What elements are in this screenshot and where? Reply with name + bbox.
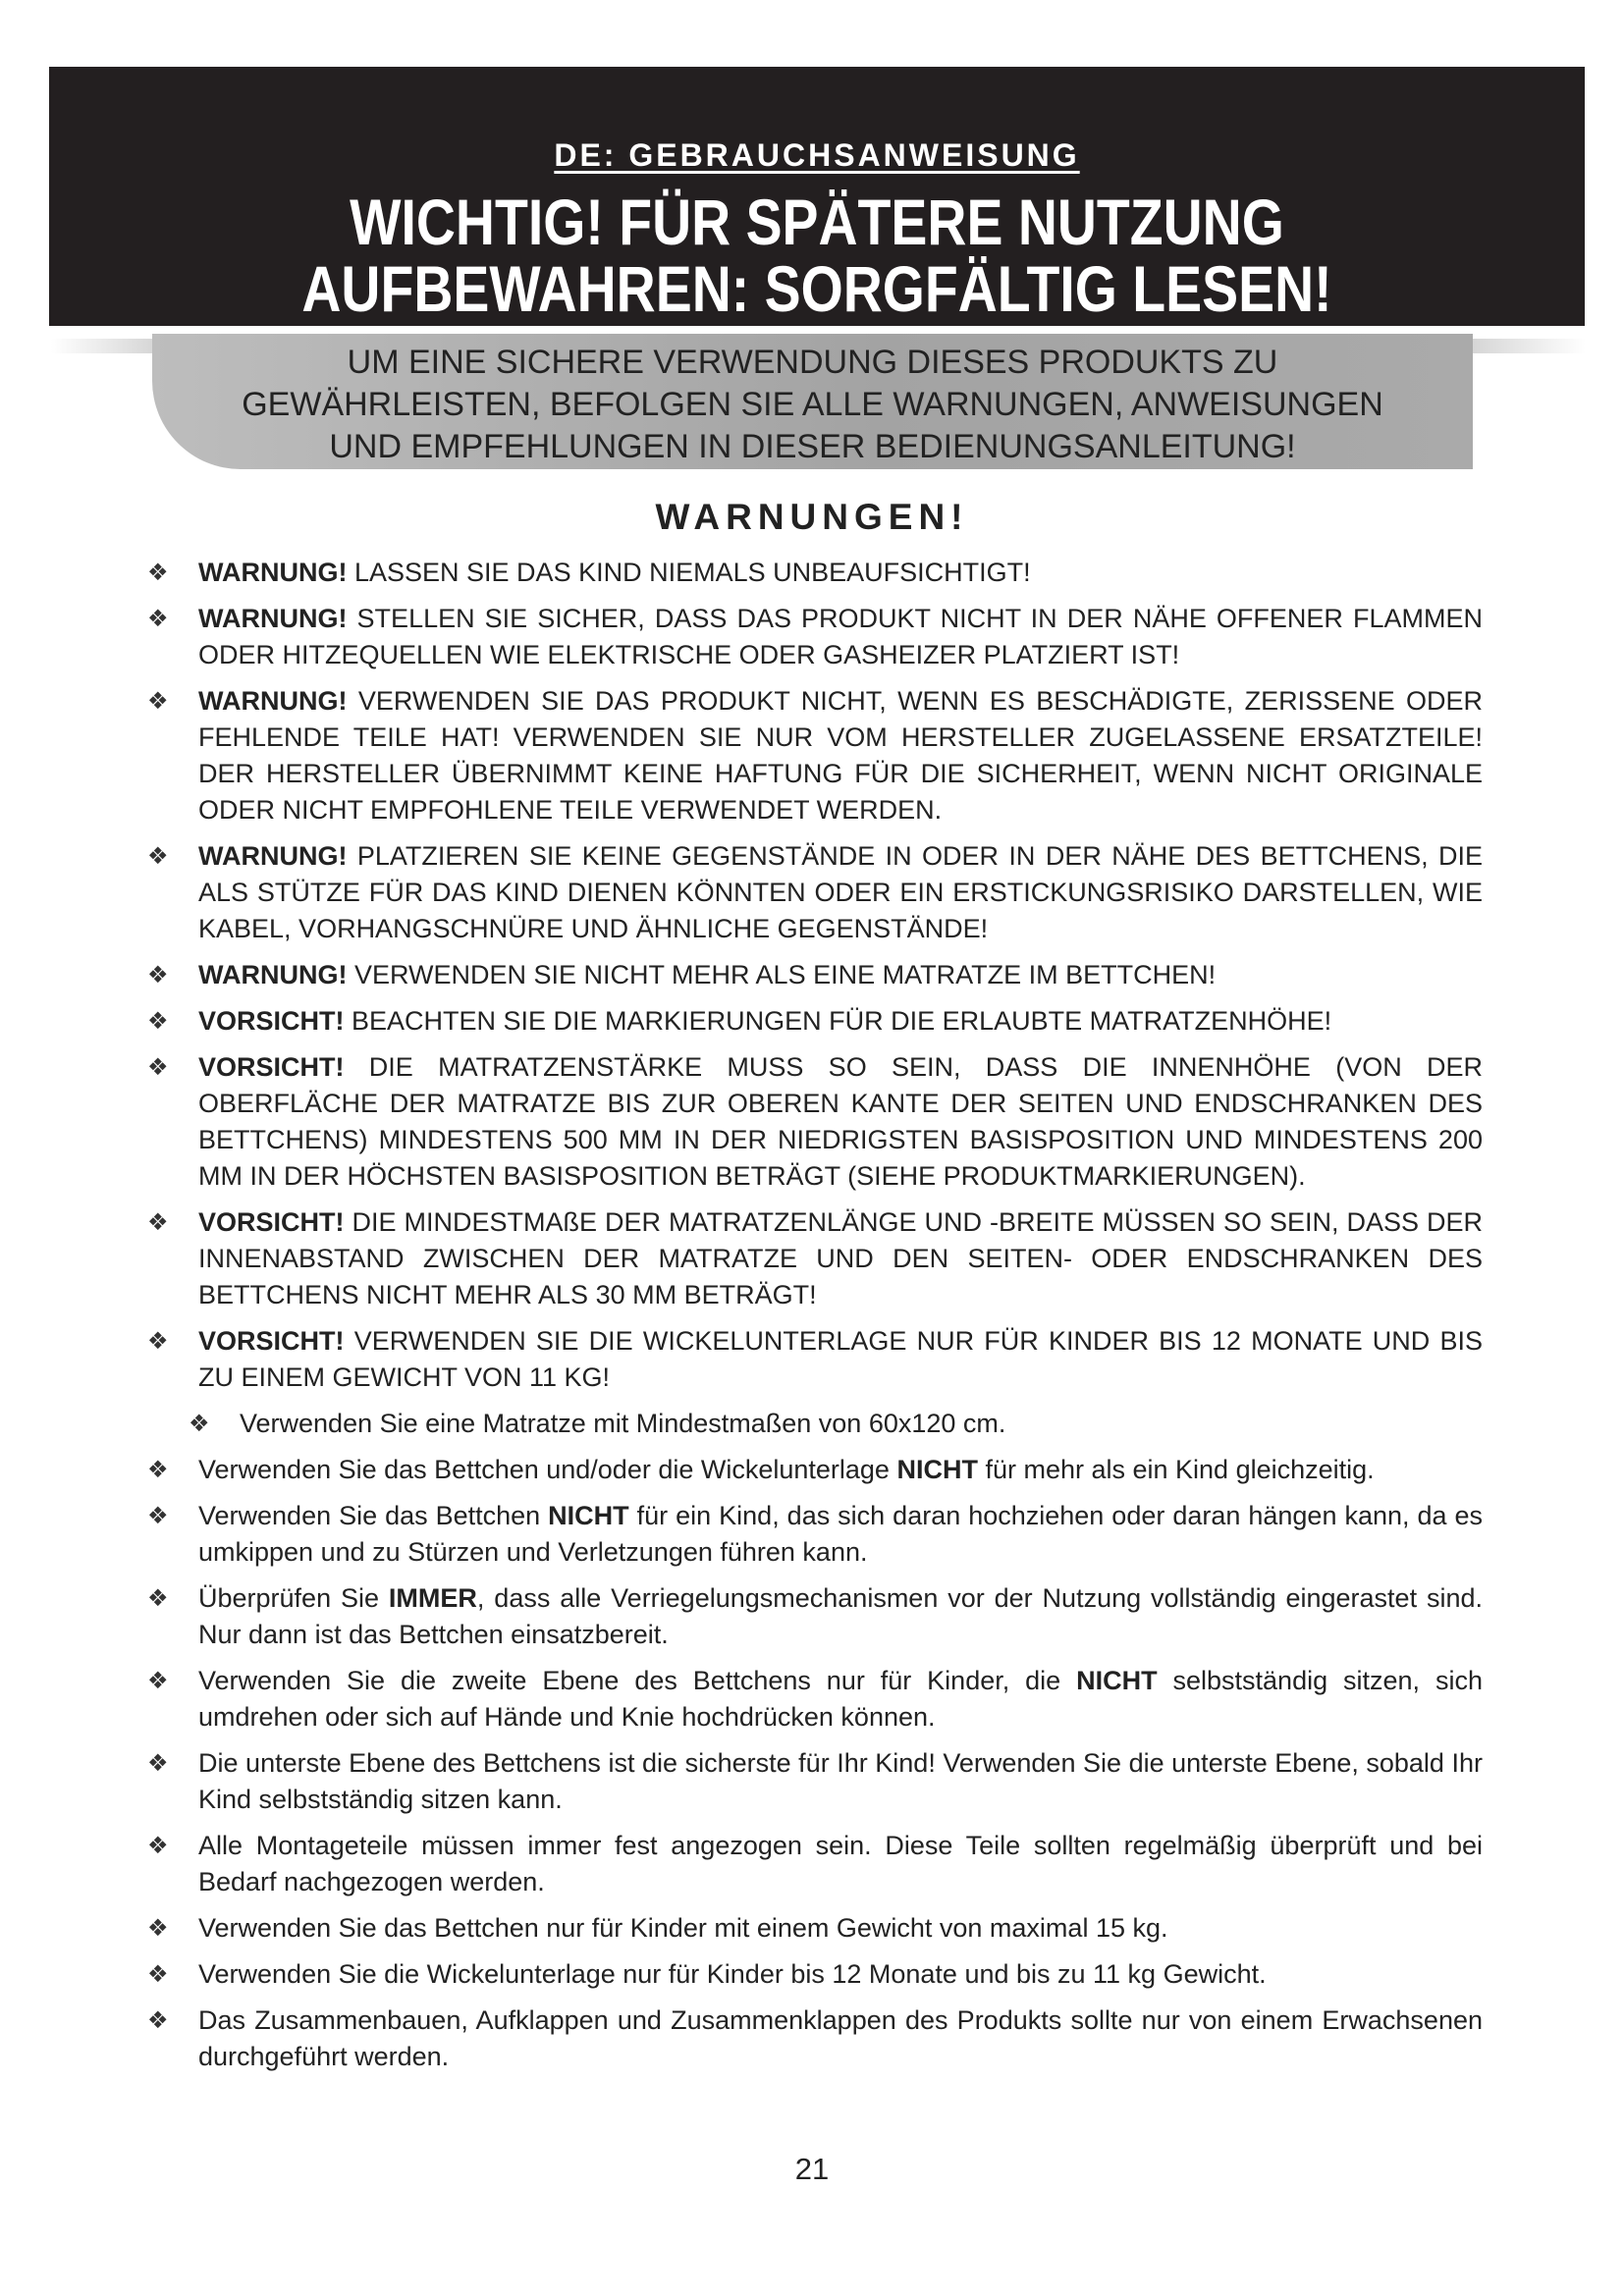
notice-fade-right xyxy=(1473,339,1586,353)
bullet-icon: ❖ xyxy=(189,1411,210,1437)
header-title-line2: AUFBEWAHREN: SORGFÄLTIG LESEN! xyxy=(301,252,1332,325)
list-item xyxy=(147,1663,1483,1735)
list-item xyxy=(147,683,1483,828)
bullet-icon: ❖ xyxy=(147,1915,169,1942)
bullet-icon: ❖ xyxy=(147,1750,169,1777)
item-label: VORSICHT! xyxy=(198,1006,345,1036)
list-item xyxy=(147,1406,1483,1442)
header-title xyxy=(172,186,1462,325)
item-label: WARNUNG! xyxy=(198,841,348,871)
item-label: VORSICHT! xyxy=(198,1052,345,1082)
item-text: Das Zusammenbauen, Aufklappen und Zusammenklappen des Produkts sollte nur von einem Erwachsenen durchgeführt werden. xyxy=(198,2005,1483,2071)
list-item xyxy=(147,1910,1483,1947)
item-emphasis: NICHT xyxy=(548,1501,629,1530)
item-text: DIE MATRATZENSTÄRKE MUSS SO SEIN, DASS DIE INNENHÖHE (VON DER OBERFLÄCHE DER MATRATZE BIS ZUR OBEREN KANTE DER SEITEN UND ENDSCHRANKEN DES BETTCHENS) MINDESTENS 500 MM IN DER NIEDRIGSTEN BASISPOSITION UND MINDESTENS 200 MM IN DER HÖCHSTEN BASISPOSITION BETRÄGT (SIEHE PRODUKTMARKIERUNGEN). xyxy=(198,1052,1483,1191)
item-text: STELLEN SIE SICHER, DASS DAS PRODUKT NICHT IN DER NÄHE OFFENER FLAMMEN ODER HITZEQUELLEN WIE ELEKTRISCHE ODER GASHEIZER PLATZIERT IST! xyxy=(198,604,1483,669)
page-number: 21 xyxy=(794,2152,830,2186)
bullet-icon: ❖ xyxy=(147,560,169,586)
item-text: Alle Montageteile müssen immer fest angezogen sein. Diese Teile sollten regelmäßig überprüft und bei Bedarf nachgezogen werden. xyxy=(198,1831,1483,1896)
item-label: VORSICHT! xyxy=(198,1207,345,1237)
list-item xyxy=(147,1003,1483,1040)
list-item xyxy=(147,1452,1483,1488)
bullet-icon: ❖ xyxy=(147,1457,169,1483)
item-text: Verwenden Sie die zweite Ebene des Bettchens nur für Kinder, die xyxy=(198,1666,1077,1695)
notice-line2: GEWÄHRLEISTEN, BEFOLGEN SIE ALLE WARNUNGEN, ANWEISUNGEN xyxy=(242,386,1383,423)
bullet-icon: ❖ xyxy=(147,1961,169,1988)
bullet-icon: ❖ xyxy=(147,1008,169,1035)
bullet-icon: ❖ xyxy=(147,1503,169,1529)
notice-fade-left xyxy=(51,339,155,353)
item-text: PLATZIEREN SIE KEINE GEGENSTÄNDE IN ODER IN DER NÄHE DES BETTCHENS, DIE ALS STÜTZE FÜR DAS KIND DIENEN KÖNNTEN ODER EIN ERSTICKUNGSRISIKO DARSTELLEN, WIE KABEL, VORHANGSCHNÜRE UND ÄHNLICHE GEGENSTÄNDE! xyxy=(198,841,1483,943)
list-item xyxy=(147,1049,1483,1195)
item-text: BEACHTEN SIE DIE MARKIERUNGEN FÜR DIE ERLAUBTE MATRATZENHÖHE! xyxy=(344,1006,1332,1036)
list-item xyxy=(147,601,1483,673)
list-item xyxy=(147,1956,1483,1993)
safety-notice xyxy=(152,334,1473,469)
item-text: VERWENDEN SIE NICHT MEHR ALS EINE MATRATZE IM BETTCHEN! xyxy=(347,960,1217,989)
warnings-list xyxy=(147,555,1483,2085)
bullet-icon: ❖ xyxy=(147,606,169,632)
item-text: selbstständig sitzen, sich umdrehen oder sich auf Hände und Knie hochdrücken können. xyxy=(198,1666,1483,1732)
item-text: LASSEN SIE DAS KIND NIEMALS UNBEAUFSICHTIGT! xyxy=(347,558,1031,587)
item-text: Verwenden Sie das Bettchen xyxy=(198,1501,549,1530)
list-item xyxy=(147,2002,1483,2075)
bullet-icon: ❖ xyxy=(147,1668,169,1694)
item-text: Die unterste Ebene des Bettchens ist die sicherste für Ihr Kind! Verwenden Sie die unterste Ebene, sobald Ihr Kind selbstständig sitzen kann. xyxy=(198,1748,1483,1814)
item-label: WARNUNG! xyxy=(198,558,348,587)
header-band xyxy=(49,67,1585,326)
list-item xyxy=(147,1580,1483,1653)
list-item xyxy=(147,1498,1483,1571)
item-label: WARNUNG! xyxy=(198,604,348,633)
item-label: WARNUNG! xyxy=(198,960,348,989)
bullet-icon: ❖ xyxy=(147,1054,169,1081)
item-emphasis: NICHT xyxy=(896,1455,978,1484)
list-item xyxy=(147,1828,1483,1900)
list-item xyxy=(147,1204,1483,1313)
bullet-icon: ❖ xyxy=(147,2007,169,2034)
notice-line3: UND EMPFEHLUNGEN IN DIESER BEDIENUNGSANLEITUNG! xyxy=(329,428,1296,465)
notice-line1: UM EINE SICHERE VERWENDUNG DIESES PRODUKTS ZU xyxy=(347,344,1278,381)
list-item xyxy=(147,957,1483,993)
item-text: Überprüfen Sie xyxy=(198,1583,389,1613)
bullet-icon: ❖ xyxy=(147,1585,169,1612)
section-title: WARNUNGEN! xyxy=(655,497,969,537)
bullet-icon: ❖ xyxy=(147,1209,169,1236)
item-text: für ein Kind, das sich daran hochziehen oder daran hängen kann, da es umkippen und zu Stürzen und Verletzungen führen kann. xyxy=(198,1501,1484,1567)
bullet-icon: ❖ xyxy=(147,1328,169,1355)
item-text: VERWENDEN SIE DAS PRODUKT NICHT, WENN ES BESCHÄDIGTE, ZERISSENE ODER FEHLENDE TEILE HAT! VERWENDEN SIE NUR VOM HERSTELLER ZUGELASSENE ERSATZTEILE! DER HERSTELLER ÜBERNIMMT KEINE HAFTUNG FÜR DIE SICHERHEIT, WENN NICHT ORIGINALE ODER NICHT EMPFOHLENE TEILE VERWENDET WERDEN. xyxy=(198,686,1483,825)
item-text: Verwenden Sie das Bettchen nur für Kinder mit einem Gewicht von maximal 15 kg. xyxy=(198,1913,1168,1943)
bullet-icon: ❖ xyxy=(147,688,169,715)
item-text: für mehr als ein Kind gleichzeitig. xyxy=(977,1455,1375,1484)
item-label: VORSICHT! xyxy=(198,1326,345,1356)
item-text: , dass alle Verriegelungsmechanismen vor der Nutzung vollständig eingerastet sind. Nur dann ist das Bettchen einsatzbereit. xyxy=(198,1583,1484,1649)
item-emphasis: NICHT xyxy=(1076,1666,1158,1695)
item-text: DIE MINDESTMAßE DER MATRATZENLÄNGE UND -BREITE MÜSSEN SO SEIN, DASS DER INNENABSTAND ZWISCHEN DER MATRATZE UND DEN SEITEN- ODER ENDSCHRANKEN DES BETTCHENS NICHT MEHR ALS 30 MM BETRÄGT! xyxy=(198,1207,1483,1309)
header-subtitle: DE: GEBRAUCHSANWEISUNG xyxy=(554,137,1080,173)
list-item xyxy=(147,1745,1483,1818)
item-emphasis: IMMER xyxy=(388,1583,477,1613)
item-text: VERWENDEN SIE DIE WICKELUNTERLAGE NUR FÜR KINDER BIS 12 MONATE UND BIS ZU EINEM GEWICHT VON 11 KG! xyxy=(198,1326,1483,1392)
list-item xyxy=(147,555,1483,591)
header-title-line1: WICHTIG! FÜR SPÄTERE NUTZUNG xyxy=(350,186,1284,258)
bullet-icon: ❖ xyxy=(147,1833,169,1859)
list-item xyxy=(147,1323,1483,1396)
bullet-icon: ❖ xyxy=(147,962,169,988)
item-text: Verwenden Sie das Bettchen und/oder die Wickelunterlage xyxy=(198,1455,897,1484)
list-item xyxy=(147,838,1483,947)
item-label: WARNUNG! xyxy=(198,686,348,716)
bullet-icon: ❖ xyxy=(147,843,169,870)
item-text: Verwenden Sie eine Matratze mit Mindestmaßen von 60x120 cm. xyxy=(240,1409,1006,1438)
item-text: Verwenden Sie die Wickelunterlage nur für Kinder bis 12 Monate und bis zu 11 kg Gewicht. xyxy=(198,1959,1267,1989)
